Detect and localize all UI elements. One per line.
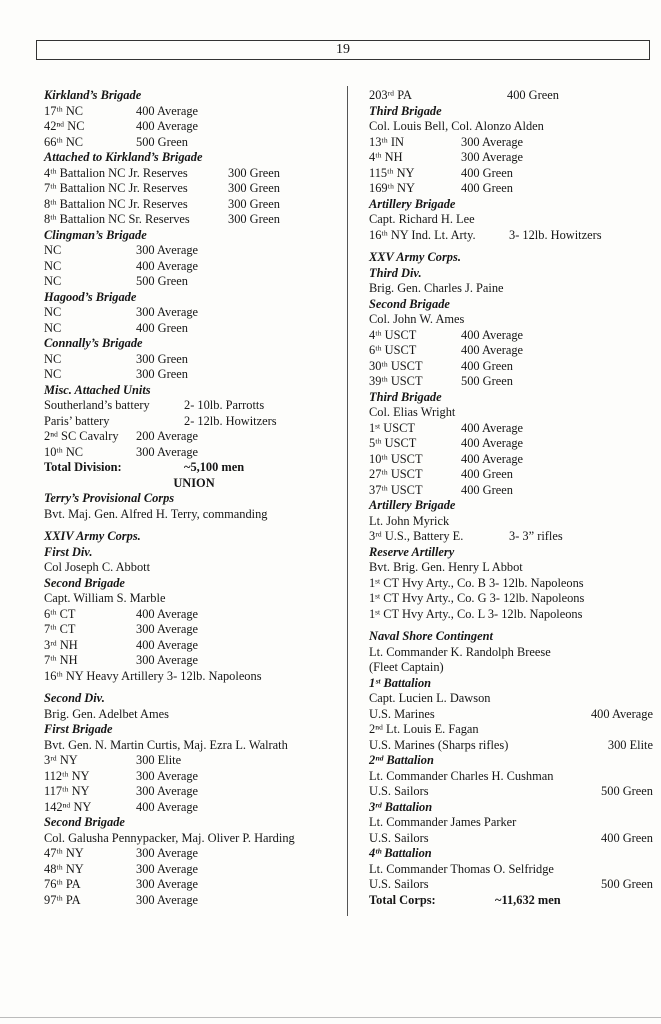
unit-name: 66ᵗʰ NC bbox=[44, 134, 84, 149]
unit-name: 142ⁿᵈ NY bbox=[44, 799, 92, 814]
unit-name: 39ᵗʰ USCT bbox=[369, 374, 423, 388]
text-line: Lt. Commander Charles H. Cushman bbox=[369, 768, 554, 783]
unit-strength: 400 Average bbox=[590, 706, 653, 721]
unit-strength: 300 Average bbox=[461, 150, 524, 164]
unit-strength: 400 Average bbox=[136, 637, 199, 652]
unit-strength: 300 Green bbox=[228, 212, 280, 226]
unit-row bbox=[369, 88, 653, 104]
unit-strength: 300 Elite bbox=[136, 753, 182, 767]
spacer bbox=[369, 622, 653, 629]
unit-name: U.S. Sailors bbox=[369, 877, 429, 891]
unit-name: 4ᵗʰ NH bbox=[369, 150, 403, 164]
text-line: Col. John W. Ames bbox=[369, 312, 465, 326]
unit-name: 48ᵗʰ NY bbox=[44, 861, 84, 876]
text-line: 1ˢᵗ CT Hvy Arty., Co. L 3- 12lb. Napoleons bbox=[369, 606, 583, 621]
unit-strength: 300 Average bbox=[136, 892, 199, 907]
unit-strength: 200 Average bbox=[136, 429, 199, 443]
unit-name: Paris’ battery bbox=[44, 413, 110, 428]
unit-row bbox=[369, 452, 653, 468]
unit-row bbox=[44, 321, 344, 337]
text-line: Lt. Commander K. Randolph Breese bbox=[369, 644, 551, 659]
unit-name: NC bbox=[44, 367, 62, 381]
unit-name: U.S. Marines (Sharps rifles) bbox=[369, 737, 509, 752]
unit-row bbox=[369, 738, 653, 754]
unit-row bbox=[369, 421, 653, 437]
unit-strength: 400 Average bbox=[136, 606, 199, 621]
unit-name: 30ᵗʰ USCT bbox=[369, 358, 423, 373]
unit-row bbox=[44, 753, 344, 769]
unit-strength: 400 Green bbox=[461, 358, 513, 373]
section-heading: Third Brigade bbox=[369, 389, 442, 404]
section-heading: 3ʳᵈ Battalion bbox=[369, 799, 433, 814]
text-line: Col. Elias Wright bbox=[369, 405, 456, 419]
unit-row bbox=[44, 212, 344, 228]
unit-name: 6ᵗʰ USCT bbox=[369, 343, 417, 357]
section-heading: XXIV Army Corps. bbox=[44, 529, 141, 543]
unit-row bbox=[44, 445, 344, 461]
unit-strength: 300 Elite bbox=[607, 737, 653, 752]
unit-row bbox=[369, 374, 653, 390]
unit-name: 115ᵗʰ NY bbox=[369, 165, 415, 180]
unit-row bbox=[369, 166, 653, 182]
unit-name: 7ᵗʰ Battalion NC Jr. Reserves bbox=[44, 181, 188, 195]
unit-row bbox=[369, 181, 653, 197]
unit-name: 7ᵗʰ CT bbox=[44, 622, 76, 636]
left-column bbox=[44, 88, 344, 908]
unit-row bbox=[44, 800, 344, 816]
section-heading: 4ᵗʰ Battalion bbox=[369, 846, 432, 860]
unit-row bbox=[44, 398, 344, 414]
unit-name: 203ʳᵈ PA bbox=[369, 88, 412, 102]
unit-row bbox=[44, 119, 344, 135]
section-heading: Artillery Brigade bbox=[369, 196, 456, 211]
section-heading: Reserve Artillery bbox=[369, 544, 455, 559]
text-line: Capt. Lucien L. Dawson bbox=[369, 691, 491, 705]
unit-strength: 2- 10lb. Parrotts bbox=[184, 398, 265, 412]
unit-name: 2ⁿᵈ SC Cavalry bbox=[44, 429, 119, 443]
text-line: Bvt. Maj. Gen. Alfred H. Terry, commanding bbox=[44, 506, 268, 521]
spacer bbox=[44, 684, 344, 691]
section-heading: First Brigade bbox=[44, 722, 113, 736]
total-row bbox=[369, 893, 653, 909]
unit-row bbox=[44, 104, 344, 120]
text-line: Capt. Richard H. Lee bbox=[369, 212, 475, 226]
unit-row bbox=[44, 243, 344, 259]
text-line: Col. Louis Bell, Col. Alonzo Alden bbox=[369, 119, 544, 133]
page-number-box bbox=[36, 40, 650, 60]
text-line: 1ˢᵗ CT Hvy Arty., Co. G 3- 12lb. Napoleons bbox=[369, 591, 585, 605]
unit-name: 8ᵗʰ Battalion NC Jr. Reserves bbox=[44, 196, 188, 211]
unit-row bbox=[369, 359, 653, 375]
unit-strength: 400 Average bbox=[136, 258, 199, 273]
section-heading: XXV Army Corps. bbox=[369, 250, 461, 264]
unit-strength: 400 Green bbox=[461, 482, 513, 497]
section-heading: Attached to Kirkland’s Brigade bbox=[44, 150, 203, 164]
section-heading: Misc. Attached Units bbox=[44, 382, 151, 397]
unit-row bbox=[44, 135, 344, 151]
text-line: Brig. Gen. Charles J. Paine bbox=[369, 281, 504, 295]
unit-name: 42ⁿᵈ NC bbox=[44, 119, 85, 133]
unit-row bbox=[369, 328, 653, 344]
unit-row bbox=[369, 228, 653, 244]
unit-name: 112ᵗʰ NY bbox=[44, 768, 90, 783]
unit-strength: 400 Average bbox=[136, 119, 199, 133]
unit-name: 27ᵗʰ USCT bbox=[369, 467, 423, 481]
section-heading: Clingman’s Brigade bbox=[44, 227, 147, 242]
section-heading: Artillery Brigade bbox=[369, 498, 456, 512]
unit-row bbox=[44, 367, 344, 383]
text-line: Col. Galusha Pennypacker, Maj. Oliver P. Harding bbox=[44, 830, 295, 845]
section-heading: First Div. bbox=[44, 544, 93, 559]
unit-strength: 400 Green bbox=[461, 165, 513, 180]
unit-strength: 300 Average bbox=[461, 134, 524, 149]
unit-name: 97ᵗʰ PA bbox=[44, 892, 81, 907]
text-line: Lt. John Myrick bbox=[369, 513, 450, 528]
unit-name: 4ᵗʰ Battalion NC Jr. Reserves bbox=[44, 165, 188, 180]
unit-strength: 300 Average bbox=[136, 305, 199, 319]
unit-strength: 300 Average bbox=[136, 444, 199, 459]
unit-name: 4ᵗʰ USCT bbox=[369, 327, 417, 342]
unit-strength: 300 Green bbox=[228, 196, 280, 211]
unit-name: Southerland’s battery bbox=[44, 398, 150, 412]
text-line: 1ˢᵗ CT Hvy Arty., Co. B 3- 12lb. Napoleons bbox=[369, 575, 584, 590]
unit-strength: 300 Average bbox=[136, 243, 199, 257]
column-divider bbox=[347, 86, 348, 916]
right-column bbox=[369, 88, 653, 908]
unit-row bbox=[44, 181, 344, 197]
unit-strength: 300 Average bbox=[136, 653, 199, 667]
unit-strength: 300 Average bbox=[136, 622, 199, 636]
unit-name: U.S. Sailors bbox=[369, 830, 429, 845]
unit-strength: 400 Green bbox=[136, 320, 188, 335]
page-number: 19 bbox=[336, 42, 350, 57]
unit-row bbox=[44, 607, 344, 623]
unit-name: Total Corps: bbox=[369, 892, 436, 907]
unit-row bbox=[44, 638, 344, 654]
unit-name: U.S. Sailors bbox=[369, 784, 429, 798]
unit-name: 3ʳᵈ NY bbox=[44, 753, 78, 767]
unit-strength: 400 Average bbox=[461, 436, 524, 450]
unit-strength: 300 Green bbox=[136, 351, 188, 366]
text-line: Bvt. Gen. N. Martin Curtis, Maj. Ezra L. Walrath bbox=[44, 737, 288, 752]
unit-strength: 400 Green bbox=[507, 88, 559, 102]
section-heading: Second Div. bbox=[44, 691, 105, 705]
unit-row bbox=[44, 769, 344, 785]
unit-strength: 300 Average bbox=[136, 784, 199, 798]
total-row bbox=[44, 460, 344, 476]
unit-strength: 300 Green bbox=[228, 181, 280, 195]
section-heading: Second Brigade bbox=[369, 296, 450, 311]
unit-row bbox=[369, 784, 653, 800]
section-heading: Terry’s Provisional Corps bbox=[44, 491, 175, 505]
unit-strength: 400 Average bbox=[461, 343, 524, 357]
unit-row bbox=[369, 483, 653, 499]
unit-strength: 400 Green bbox=[601, 830, 653, 845]
text-line: Lt. Commander Thomas O. Selfridge bbox=[369, 861, 554, 876]
unit-row bbox=[369, 877, 653, 893]
unit-name: 10ᵗʰ NC bbox=[44, 444, 84, 459]
section-heading: Kirkland’s Brigade bbox=[44, 88, 142, 102]
unit-strength: 300 Average bbox=[136, 877, 199, 891]
unit-row bbox=[369, 529, 653, 545]
unit-row bbox=[44, 352, 344, 368]
unit-row bbox=[44, 784, 344, 800]
unit-row bbox=[369, 831, 653, 847]
unit-strength: 400 Average bbox=[461, 451, 524, 466]
section-heading: Hagood’s Brigade bbox=[44, 289, 137, 304]
section-heading: 2ⁿᵈ Battalion bbox=[369, 753, 434, 767]
unit-strength: 300 Average bbox=[136, 861, 199, 876]
unit-row bbox=[44, 259, 344, 275]
unit-name: NC bbox=[44, 351, 62, 366]
unit-name: NC bbox=[44, 258, 62, 273]
unit-row bbox=[44, 877, 344, 893]
unit-row bbox=[44, 846, 344, 862]
unit-name: NC bbox=[44, 305, 62, 319]
unit-name: 17ᵗʰ NC bbox=[44, 103, 84, 118]
unit-name: 7ᵗʰ NH bbox=[44, 653, 78, 667]
unit-row bbox=[44, 305, 344, 321]
unit-strength: 300 Average bbox=[136, 768, 199, 783]
side-heading: UNION bbox=[173, 475, 215, 490]
unit-strength: 3- 3” rifles bbox=[509, 529, 563, 543]
text-line: Lt. Commander James Parker bbox=[369, 815, 517, 829]
unit-name: NC bbox=[44, 320, 62, 335]
unit-strength: 400 Average bbox=[461, 420, 524, 435]
text-line: Bvt. Brig. Gen. Henry L Abbot bbox=[369, 560, 523, 574]
unit-row bbox=[369, 343, 653, 359]
unit-name: 1ˢᵗ USCT bbox=[369, 420, 415, 435]
unit-name: 76ᵗʰ PA bbox=[44, 877, 81, 891]
text-line: Capt. William S. Marble bbox=[44, 591, 166, 605]
unit-name: 117ᵗʰ NY bbox=[44, 784, 90, 798]
section-heading: Naval Shore Contingent bbox=[369, 629, 493, 643]
spacer bbox=[44, 522, 344, 529]
unit-name: 13ᵗʰ IN bbox=[369, 134, 404, 149]
spacer bbox=[369, 243, 653, 250]
unit-name: 37ᵗʰ USCT bbox=[369, 482, 423, 497]
unit-strength: ~5,100 men bbox=[184, 460, 245, 474]
unit-strength: 300 Green bbox=[136, 367, 188, 381]
text-line: (Fleet Captain) bbox=[369, 660, 444, 674]
unit-row bbox=[44, 197, 344, 213]
unit-name: 10ᵗʰ USCT bbox=[369, 451, 423, 466]
unit-name: 16ᵗʰ NY Ind. Lt. Arty. bbox=[369, 227, 476, 242]
unit-row bbox=[44, 414, 344, 430]
unit-row bbox=[44, 862, 344, 878]
text-line: Col Joseph C. Abbott bbox=[44, 560, 151, 574]
section-heading: 1ˢᵗ Battalion bbox=[369, 675, 432, 690]
unit-strength: 500 Green bbox=[136, 274, 188, 288]
section-heading: Second Brigade bbox=[44, 575, 125, 590]
unit-row bbox=[369, 135, 653, 151]
unit-strength: 3- 12lb. Howitzers bbox=[509, 227, 602, 242]
unit-row bbox=[44, 429, 344, 445]
unit-row bbox=[369, 150, 653, 166]
unit-strength: 300 Green bbox=[228, 165, 280, 180]
unit-name: NC bbox=[44, 274, 62, 288]
unit-row bbox=[44, 166, 344, 182]
unit-strength: 500 Green bbox=[601, 784, 653, 798]
unit-name: 6ᵗʰ CT bbox=[44, 606, 76, 621]
unit-strength: 400 Green bbox=[461, 181, 513, 195]
unit-name: 3ʳᵈ NH bbox=[44, 637, 78, 652]
unit-strength: 400 Average bbox=[136, 799, 199, 814]
unit-row bbox=[44, 274, 344, 290]
section-heading: Second Brigade bbox=[44, 815, 125, 829]
unit-name: 5ᵗʰ USCT bbox=[369, 436, 417, 450]
section-heading: Third Div. bbox=[369, 265, 422, 280]
section-heading: Connally’s Brigade bbox=[44, 336, 143, 350]
unit-strength: 400 Average bbox=[136, 103, 199, 118]
unit-row bbox=[44, 622, 344, 638]
unit-strength: 300 Average bbox=[136, 846, 199, 860]
unit-row bbox=[369, 707, 653, 723]
unit-row bbox=[44, 893, 344, 909]
unit-name: 169ᵗʰ NY bbox=[369, 181, 415, 195]
unit-row bbox=[369, 467, 653, 483]
text-line: 16ᵗʰ NY Heavy Artillery 3- 12lb. Napoleons bbox=[44, 668, 262, 683]
unit-name: 3ʳᵈ U.S., Battery E. bbox=[369, 529, 464, 543]
section-heading: Third Brigade bbox=[369, 103, 442, 118]
unit-strength: 400 Green bbox=[461, 467, 513, 481]
unit-name: U.S. Marines bbox=[369, 706, 435, 721]
unit-name: 47ᵗʰ NY bbox=[44, 846, 84, 860]
unit-strength: 2- 12lb. Howitzers bbox=[184, 413, 277, 428]
unit-strength: 500 Green bbox=[461, 374, 513, 388]
bottom-rule bbox=[0, 1017, 661, 1018]
unit-strength: 400 Average bbox=[461, 327, 524, 342]
text-line: Brig. Gen. Adelbet Ames bbox=[44, 706, 169, 721]
unit-row bbox=[369, 436, 653, 452]
unit-strength: ~11,632 men bbox=[495, 892, 561, 907]
unit-name: NC bbox=[44, 243, 62, 257]
unit-row bbox=[44, 653, 344, 669]
unit-name: Total Division: bbox=[44, 460, 122, 474]
unit-name: 8ᵗʰ Battalion NC Sr. Reserves bbox=[44, 212, 190, 226]
unit-strength: 500 Green bbox=[601, 877, 653, 891]
unit-strength: 500 Green bbox=[136, 134, 188, 149]
text-line: 2ⁿᵈ Lt. Louis E. Fagan bbox=[369, 722, 479, 736]
